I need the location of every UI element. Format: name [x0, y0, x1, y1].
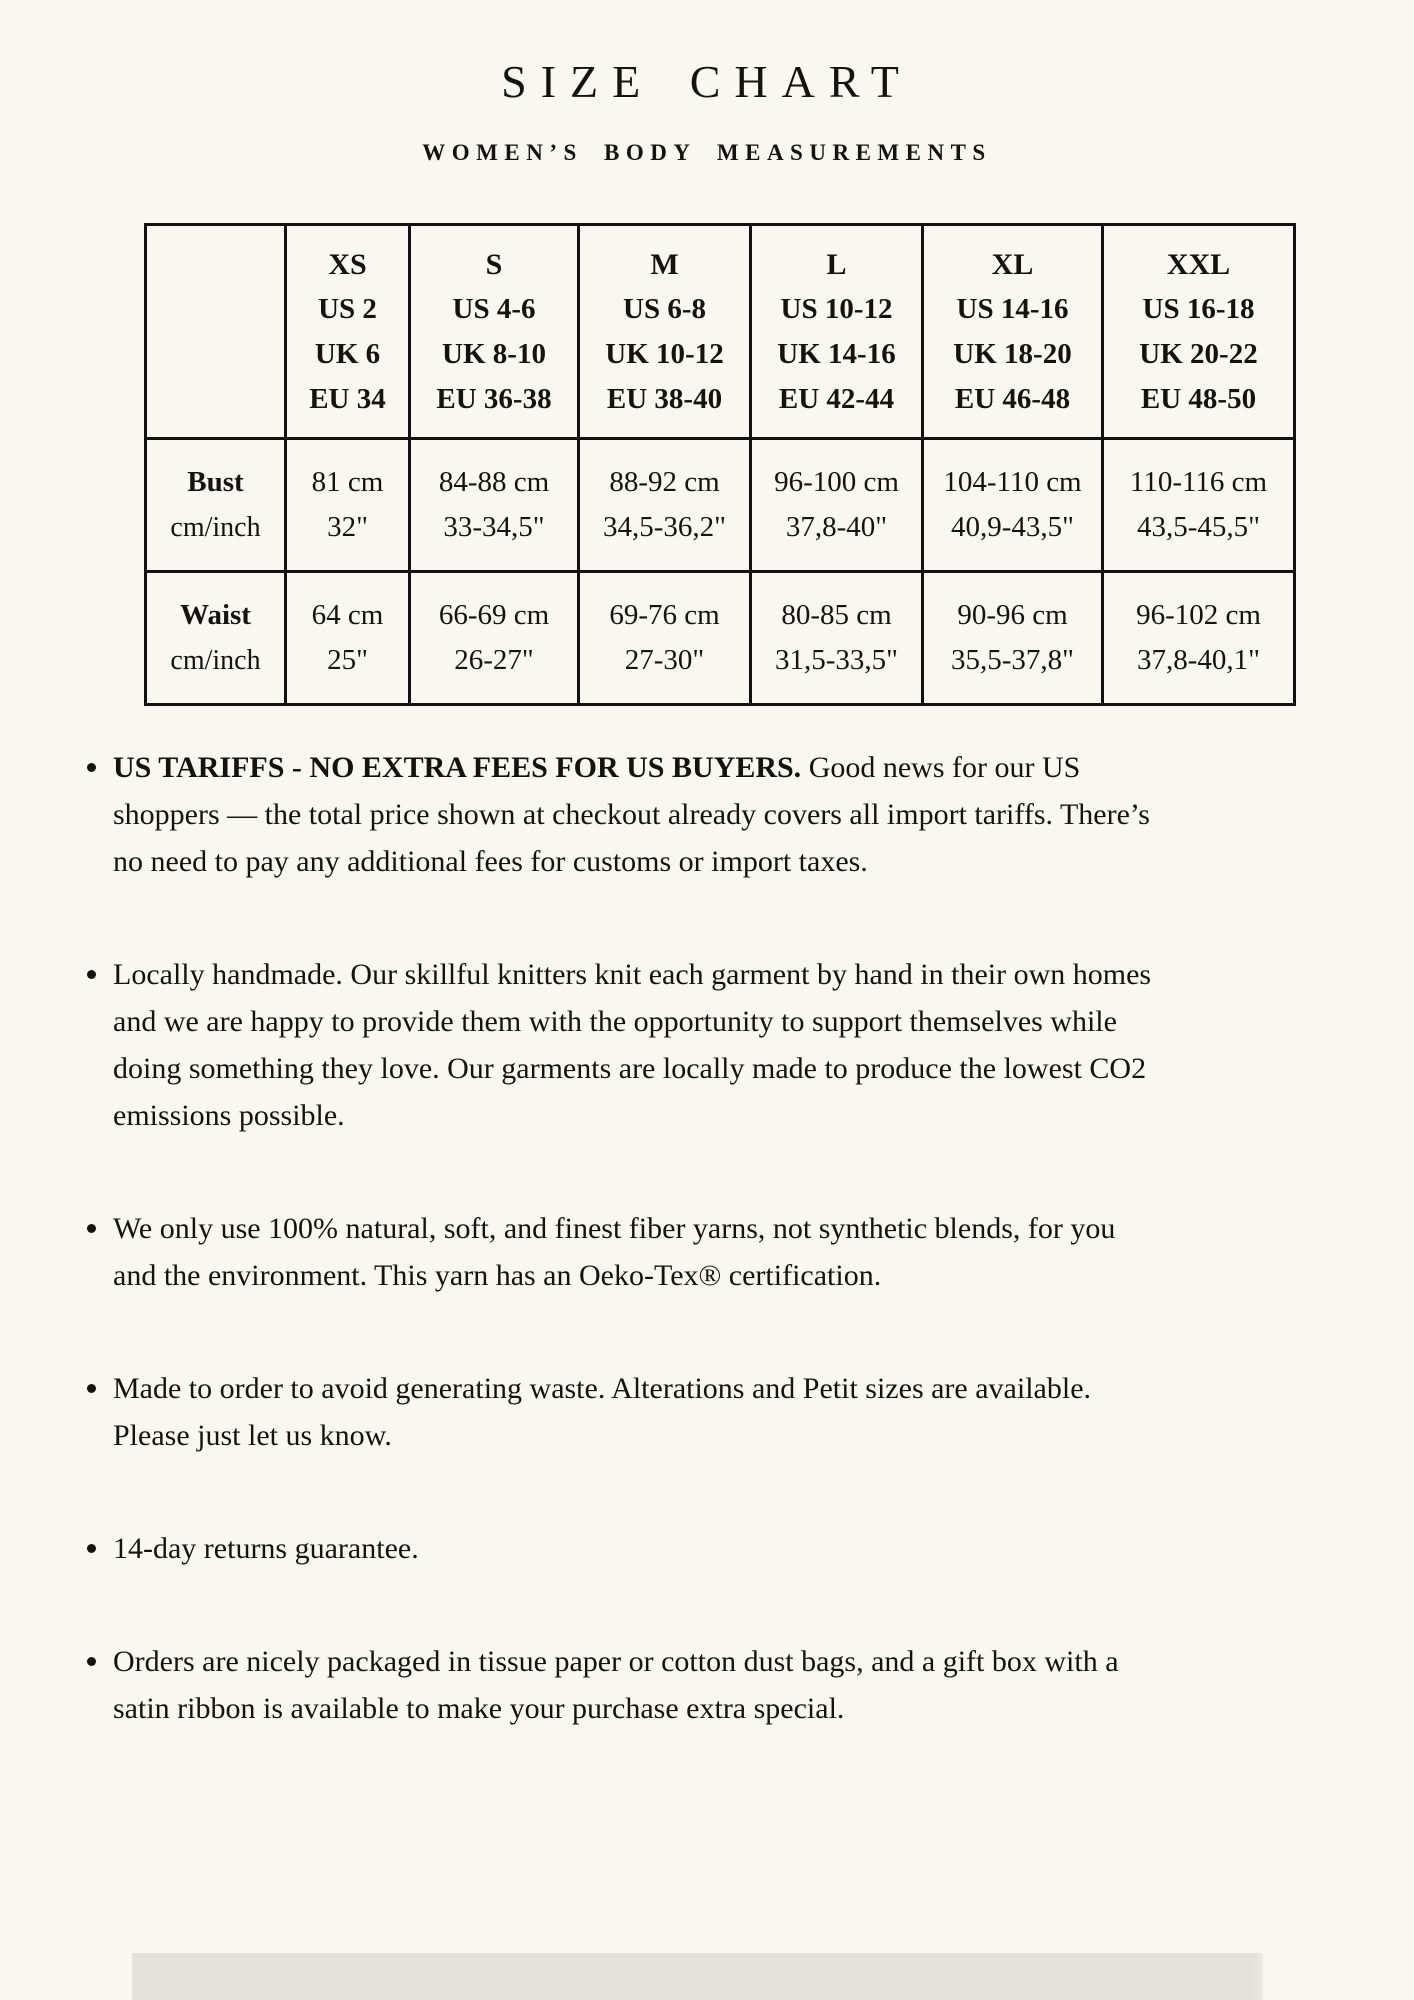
- header-us-label: US 4-6: [452, 292, 536, 325]
- cm-value: 88-92 cm: [609, 466, 720, 498]
- bullet-item: [85, 744, 1153, 885]
- measurement-cell: [286, 439, 410, 572]
- header-us-label: US 14-16: [956, 292, 1069, 325]
- cm-value: 104-110 cm: [943, 466, 1082, 498]
- bullet-text: Made to order to avoid generating waste. Alterations and Petit sizes are available. Please just let us know.: [113, 1372, 1092, 1452]
- inch-value: 37,8-40": [785, 511, 888, 543]
- measurement-cell: [579, 572, 751, 705]
- size-column-header-m: [579, 225, 751, 439]
- corner-cell: [146, 225, 286, 439]
- size-column-header-l: [751, 225, 923, 439]
- bullet-lead-text: US TARIFFS - NO EXTRA FEES FOR US BUYERS.: [113, 751, 802, 784]
- bullet-item: [85, 1205, 1153, 1299]
- measurement-name: Bust: [187, 466, 244, 498]
- header-uk-label: UK 6: [314, 337, 381, 370]
- bullet-item: [85, 951, 1153, 1139]
- header-eu-label: EU 48-50: [1140, 382, 1257, 415]
- header-uk-label: UK 18-20: [953, 337, 1072, 370]
- bottom-section-edge: [132, 1953, 1263, 2000]
- bullet-item: [85, 1365, 1153, 1459]
- header-size-label: S: [485, 247, 503, 281]
- cm-value: 96-102 cm: [1136, 599, 1261, 631]
- measurement-row-bust: [146, 439, 1295, 572]
- size-chart-table: [144, 223, 1296, 706]
- cm-value: 80-85 cm: [781, 599, 892, 631]
- inch-value: 34,5-36,2": [603, 511, 726, 543]
- measurement-cell: [1103, 572, 1295, 705]
- header-uk-label: UK 20-22: [1139, 337, 1258, 370]
- cm-value: 69-76 cm: [609, 599, 720, 631]
- measurement-unit: cm/inch: [170, 645, 261, 676]
- header-uk-label: UK 8-10: [442, 337, 546, 370]
- bullet-item: [85, 1638, 1153, 1732]
- cm-value: 66-69 cm: [438, 599, 550, 631]
- header-size-label: XL: [991, 247, 1034, 281]
- header-us-label: US 10-12: [780, 292, 893, 325]
- size-column-header-s: [410, 225, 579, 439]
- inch-value: 35,5-37,8": [951, 644, 1074, 676]
- bullet-list: [85, 744, 1153, 1798]
- measurement-unit: cm/inch: [170, 512, 261, 543]
- bullet-text: We only use 100% natural, soft, and finest fiber yarns, not synthetic blends, for you and the environment. This yarn has an Oeko-Tex® certification.: [113, 1212, 1116, 1292]
- inch-value: 32": [327, 511, 368, 543]
- cm-value: 84-88 cm: [438, 466, 550, 498]
- cm-value: 110-116 cm: [1129, 466, 1268, 498]
- header-eu-label: EU 36-38: [436, 382, 552, 415]
- bullet-text: Good news for our US shoppers — the total price shown at checkout already covers all import tariffs. There’s no need to pay any additional fees for customs or import taxes.: [113, 751, 1150, 878]
- measurement-row-waist: [146, 572, 1295, 705]
- cm-value: 90-96 cm: [957, 599, 1068, 631]
- measurement-cell: [751, 439, 923, 572]
- header-us-label: US 16-18: [1142, 292, 1255, 325]
- inch-value: 43,5-45,5": [1137, 511, 1260, 543]
- bullet-item: [85, 1525, 1153, 1572]
- measurement-cell: [286, 572, 410, 705]
- page-title: SIZE CHART: [501, 56, 913, 107]
- cm-value: 81 cm: [311, 466, 384, 498]
- header-us-label: US 2: [318, 292, 377, 325]
- inch-value: 25": [327, 644, 368, 676]
- row-label: [146, 439, 286, 572]
- size-column-header-xxl: [1103, 225, 1295, 439]
- bullet-text: Locally handmade. Our skillful knitters knit each garment by hand in their own homes and we are happy to provide them with the opportunity to support themselves while doing something they love. Our garments are locally made to produce the lowest CO2 emissions possible.: [113, 958, 1152, 1132]
- header-us-label: US 6-8: [623, 292, 706, 325]
- inch-value: 27-30": [624, 644, 705, 676]
- measurement-cell: [410, 439, 579, 572]
- header-uk-label: UK 14-16: [777, 337, 896, 370]
- cm-value: 64 cm: [311, 599, 384, 631]
- measurement-cell: [410, 572, 579, 705]
- cm-value: 96-100 cm: [774, 466, 899, 498]
- header-size-label: XS: [328, 247, 367, 281]
- inch-value: 40,9-43,5": [951, 511, 1074, 543]
- size-column-header-xl: [923, 225, 1103, 439]
- measurement-cell: [579, 439, 751, 572]
- measurement-cell: [751, 572, 923, 705]
- header-size-label: M: [650, 247, 679, 281]
- bullet-text: Orders are nicely packaged in tissue paper or cotton dust bags, and a gift box with a satin ribbon is available to make your purchase extra special.: [113, 1645, 1119, 1725]
- inch-value: 33-34,5": [443, 511, 545, 543]
- measurement-name: Waist: [180, 599, 251, 631]
- header-eu-label: EU 34: [309, 382, 386, 415]
- header-eu-label: EU 42-44: [778, 382, 895, 415]
- measurement-cell: [1103, 439, 1295, 572]
- size-column-header-xs: [286, 225, 410, 439]
- header-size-label: XXL: [1166, 247, 1231, 281]
- inch-value: 31,5-33,5": [775, 644, 898, 676]
- bullet-text: 14-day returns guarantee.: [113, 1532, 419, 1565]
- inch-value: 26-27": [454, 644, 534, 676]
- size-table-header-row: [146, 225, 1295, 439]
- header-eu-label: EU 46-48: [954, 382, 1071, 415]
- measurement-cell: [923, 572, 1103, 705]
- header-eu-label: EU 38-40: [606, 382, 723, 415]
- page-subtitle: WOMEN’S BODY MEASUREMENTS: [422, 140, 992, 165]
- header-size-label: L: [826, 247, 847, 281]
- header-uk-label: UK 10-12: [605, 337, 724, 370]
- row-label: [146, 572, 286, 705]
- measurement-cell: [923, 439, 1103, 572]
- inch-value: 37,8-40,1": [1137, 644, 1260, 676]
